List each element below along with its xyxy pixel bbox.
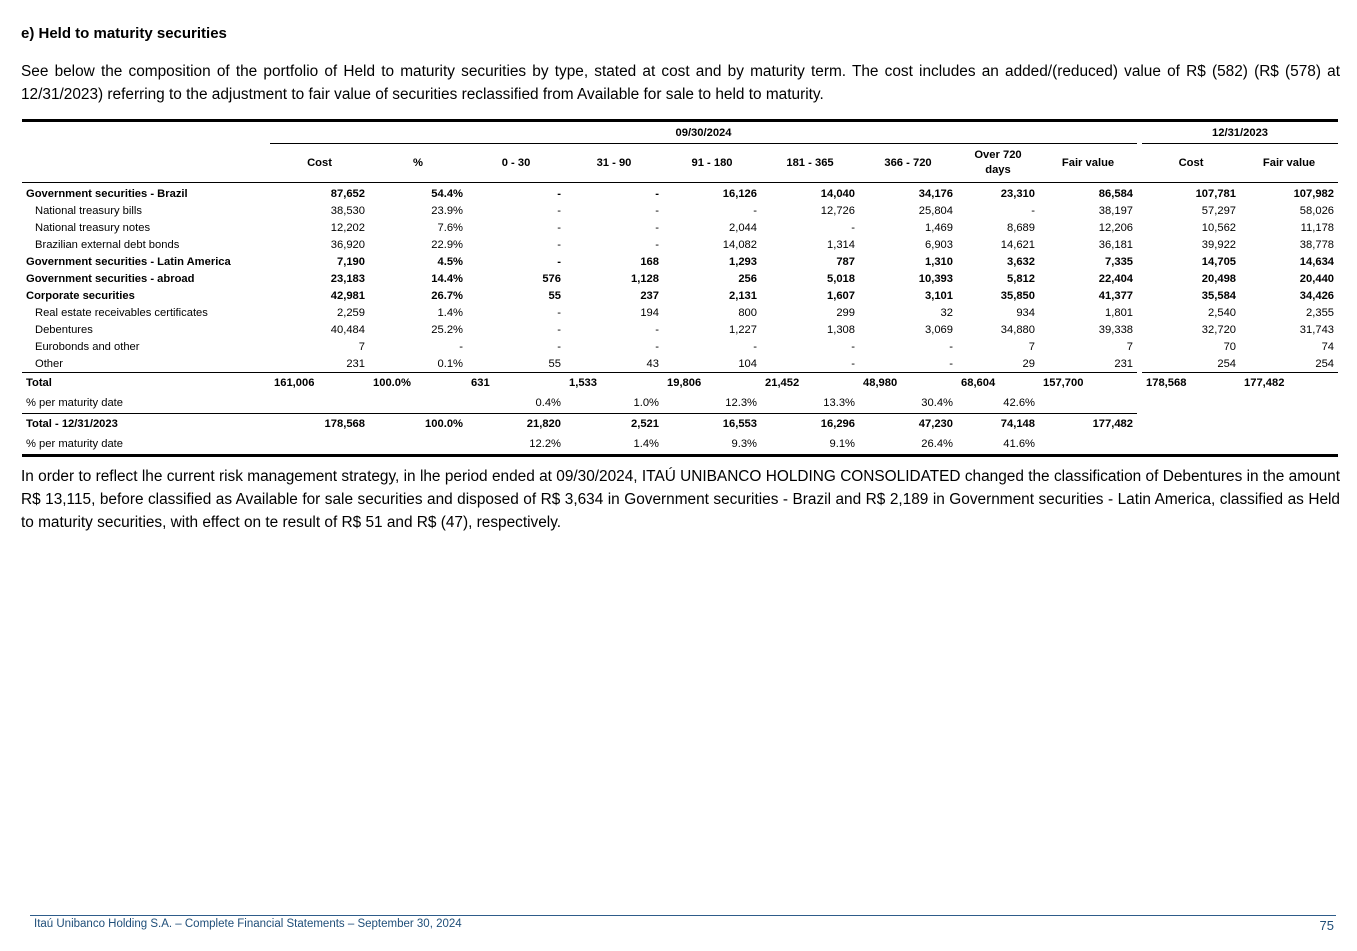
col-header-366-720: 366 - 720 xyxy=(859,144,957,183)
table-cell: - xyxy=(557,204,561,217)
table-cell: 5,812 xyxy=(1007,272,1035,285)
table-cell: 41,377 xyxy=(1098,289,1134,302)
pct-maturity-prior-cell: 12.2% xyxy=(529,437,561,450)
table-cell: 1,227 xyxy=(729,323,757,336)
total-label: Total xyxy=(22,373,270,393)
table-cell: 7,190 xyxy=(337,255,365,268)
table-cell: 36,181 xyxy=(1098,238,1134,251)
table-row xyxy=(22,304,1338,321)
held-to-maturity-table-container xyxy=(22,119,1336,457)
table-cell: 86,584 xyxy=(1098,187,1134,200)
table-cell: 5,018 xyxy=(827,272,855,285)
col-header-91-180: 91 - 180 xyxy=(663,144,761,183)
table-cell: 1,310 xyxy=(925,255,953,268)
table-cell: - xyxy=(949,340,953,353)
table-cell: 168 xyxy=(640,255,659,268)
table-cell: 237 xyxy=(640,289,659,302)
table-cell: 10,393 xyxy=(918,272,953,285)
table-cell: 12,206 xyxy=(1098,221,1134,234)
section-title: e) Held to maturity securities xyxy=(21,25,227,42)
column-header-row xyxy=(22,144,1338,183)
table-cell: 14,705 xyxy=(1201,255,1237,268)
col-header-181-365: 181 - 365 xyxy=(761,144,859,183)
total-prior-cell: 16,553 xyxy=(663,414,761,434)
table-cell: 23.9% xyxy=(431,204,463,217)
table-cell: - xyxy=(753,340,757,353)
table-row xyxy=(22,287,1338,304)
row-label: Corporate securities xyxy=(26,289,135,302)
table-cell: 3,101 xyxy=(925,289,953,302)
table-cell: 6,903 xyxy=(925,238,953,251)
total-cell: 161,006 xyxy=(270,373,369,393)
total-cell: 1,533 xyxy=(565,373,663,393)
period-prior-header: 12/31/2023 xyxy=(1142,121,1338,144)
col-header-prior-cost: Cost xyxy=(1142,144,1240,183)
table-cell: 31,743 xyxy=(1299,323,1335,336)
closing-paragraph: In order to reflect lhe current risk management strategy, in lhe period ended at 09/30/2024, ITAÚ UNIBANCO HOLDING CONSOLIDATED changed the classification of Debentures in the amount R$ 13,115, before classified as Available for sale securities and disposed of R$ 3,634 in Government securities - Brazil and R$ 2,189 in Government securities - Latin America, classified as Held to maturity securities, with effect on te result of R$ 51 and R$ (47), respectively. xyxy=(21,468,1340,531)
row-label: Other xyxy=(35,357,63,370)
row-label: Debentures xyxy=(35,323,93,336)
table-cell: 55 xyxy=(548,357,561,370)
table-cell: 26.7% xyxy=(431,289,463,302)
table-cell: 11,178 xyxy=(1300,221,1335,234)
table-cell: - xyxy=(557,323,561,336)
table-cell: 104 xyxy=(738,357,757,370)
table-cell: 1.4% xyxy=(437,306,463,319)
row-label: Brazilian external debt bonds xyxy=(35,238,180,251)
total-prior-label: Total - 12/31/2023 xyxy=(22,414,270,434)
table-cell: 1,469 xyxy=(925,221,953,234)
table-cell: - xyxy=(557,238,561,251)
table-cell: 8,689 xyxy=(1007,221,1035,234)
table-cell: 39,922 xyxy=(1201,238,1237,251)
table-cell: 2,540 xyxy=(1208,306,1237,319)
table-cell: 231 xyxy=(346,357,365,370)
table-cell: 32 xyxy=(940,306,953,319)
table-cell: 25,804 xyxy=(918,204,953,217)
table-cell: 57,297 xyxy=(1201,204,1237,217)
total-cell: 157,700 xyxy=(1039,373,1137,393)
total-prior-cell: 177,482 xyxy=(1039,414,1137,434)
row-label: National treasury bills xyxy=(35,204,142,217)
table-cell: 7 xyxy=(358,340,365,353)
table-cell: 25.2% xyxy=(431,323,463,336)
table-cell: 34,426 xyxy=(1299,289,1335,302)
table-cell: 32,720 xyxy=(1201,323,1237,336)
table-cell: 2,355 xyxy=(1306,306,1335,319)
table-cell: - xyxy=(557,255,561,268)
table-cell: 36,920 xyxy=(330,238,365,251)
total-prior-cell: 74,148 xyxy=(957,414,1039,434)
table-row xyxy=(22,219,1338,236)
held-to-maturity-table xyxy=(22,119,1338,457)
table-cell: 107,781 xyxy=(1195,187,1237,200)
table-cell: 55 xyxy=(548,289,561,302)
table-cell: 22,404 xyxy=(1098,272,1134,285)
pct-maturity-prior-cell: 26.4% xyxy=(921,437,953,450)
total-cell: 100.0% xyxy=(369,373,467,393)
total-prior-cell: 21,820 xyxy=(467,414,565,434)
pct-maturity-prior-label: % per maturity date xyxy=(26,437,124,450)
table-cell: - xyxy=(851,357,855,370)
table-cell: - xyxy=(753,204,757,217)
table-cell: 7.6% xyxy=(437,221,463,234)
pct-maturity-cell: 42.6% xyxy=(1003,396,1035,409)
col-header-prior-fair-value: Fair value xyxy=(1240,144,1338,183)
table-cell: 4.5% xyxy=(437,255,463,268)
table-cell: - xyxy=(655,204,659,217)
table-cell: - xyxy=(655,340,659,353)
table-cell: - xyxy=(557,306,561,319)
table-cell: 194 xyxy=(640,306,659,319)
table-row xyxy=(22,253,1338,270)
total-prior-cell: 2,521 xyxy=(565,414,663,434)
pct-maturity-prior-cell: 9.3% xyxy=(731,437,757,450)
table-cell: - xyxy=(949,357,953,370)
table-cell: 23,183 xyxy=(330,272,365,285)
table-cell: 14,634 xyxy=(1299,255,1335,268)
table-cell: 87,652 xyxy=(330,187,365,200)
pct-maturity-cell: 13.3% xyxy=(823,396,855,409)
table-cell: 2,044 xyxy=(729,221,757,234)
table-cell: 40,484 xyxy=(330,323,365,336)
table-cell: 39,338 xyxy=(1098,323,1134,336)
pct-maturity-cell: 12.3% xyxy=(725,396,757,409)
table-cell: 58,026 xyxy=(1299,204,1335,217)
table-cell: 23,310 xyxy=(1000,187,1035,200)
col-header-0-30: 0 - 30 xyxy=(467,144,565,183)
table-cell: 70 xyxy=(1223,340,1237,353)
pct-maturity-cell: 30.4% xyxy=(921,396,953,409)
table-cell: 254 xyxy=(1217,357,1237,370)
table-cell: 1,607 xyxy=(827,289,855,302)
table-row xyxy=(22,355,1338,373)
col-header-over-720: Over 720 days xyxy=(957,144,1039,183)
table-cell: 1,128 xyxy=(631,272,659,285)
total-prior-cell: 16,296 xyxy=(761,414,859,434)
pct-maturity-prior-cell: 1.4% xyxy=(633,437,659,450)
table-cell: 231 xyxy=(1114,357,1134,370)
table-cell: - xyxy=(655,221,659,234)
table-cell: - xyxy=(459,340,463,353)
table-cell: - xyxy=(655,187,659,200)
table-row xyxy=(22,183,1338,203)
col-header-31-90: 31 - 90 xyxy=(565,144,663,183)
table-cell: 3,069 xyxy=(925,323,953,336)
pct-maturity-prior-cell: 41.6% xyxy=(1003,437,1035,450)
total-prior-row xyxy=(22,414,1338,434)
table-cell: 38,778 xyxy=(1299,238,1335,251)
table-cell: 934 xyxy=(1016,306,1035,319)
table-row xyxy=(22,270,1338,287)
table-cell: 10,562 xyxy=(1201,221,1237,234)
table-cell: 787 xyxy=(836,255,855,268)
table-cell: - xyxy=(557,187,561,200)
table-cell: - xyxy=(557,340,561,353)
table-cell: 576 xyxy=(542,272,561,285)
table-cell: 7 xyxy=(1028,340,1035,353)
table-cell: 42,981 xyxy=(330,289,365,302)
table-cell: 38,197 xyxy=(1098,204,1134,217)
total-prior-cell: 178,568 xyxy=(270,414,369,434)
table-cell: 22.9% xyxy=(431,238,463,251)
row-label: Government securities - Brazil xyxy=(26,187,188,200)
table-cell: 38,530 xyxy=(330,204,365,217)
col-header-fair-value: Fair value xyxy=(1039,144,1137,183)
total-cell: 21,452 xyxy=(761,373,859,393)
table-cell: 34,880 xyxy=(1000,323,1035,336)
table-cell: 7,335 xyxy=(1105,255,1134,268)
total-cell: 19,806 xyxy=(663,373,761,393)
table-cell: 2,131 xyxy=(729,289,757,302)
table-cell: 29 xyxy=(1022,357,1035,370)
total-prior-cell: 47,230 xyxy=(859,414,957,434)
table-cell: 34,176 xyxy=(918,187,953,200)
table-cell: 54.4% xyxy=(431,187,463,200)
total-cell: 48,980 xyxy=(859,373,957,393)
table-cell: 12,726 xyxy=(820,204,855,217)
page-number: 75 xyxy=(1319,918,1334,933)
col-header-percent: % xyxy=(369,144,467,183)
table-cell: 16,126 xyxy=(722,187,757,200)
table-cell: 74 xyxy=(1321,340,1335,353)
table-row xyxy=(22,202,1338,219)
table-cell: 3,632 xyxy=(1007,255,1035,268)
table-cell: 107,982 xyxy=(1293,187,1335,200)
table-cell: 299 xyxy=(836,306,855,319)
table-cell: 14,621 xyxy=(1000,238,1035,251)
table-cell: 800 xyxy=(738,306,757,319)
table-cell: 14,040 xyxy=(820,187,855,200)
table-cell: - xyxy=(1031,204,1035,217)
pct-maturity-label: % per maturity date xyxy=(26,396,124,409)
table-cell: 254 xyxy=(1315,357,1335,370)
table-cell: - xyxy=(557,221,561,234)
table-cell: 20,498 xyxy=(1201,272,1237,285)
total-prior-cell: 100.0% xyxy=(369,414,467,434)
period-current-header: 09/30/2024 xyxy=(270,121,1137,144)
total-cell: 631 xyxy=(467,373,565,393)
table-cell: - xyxy=(655,238,659,251)
row-label: Government securities - abroad xyxy=(26,272,195,285)
table-cell: - xyxy=(655,323,659,336)
footer-divider xyxy=(30,915,1336,916)
table-cell: 1,801 xyxy=(1105,306,1134,319)
table-cell: 1,308 xyxy=(827,323,855,336)
pct-maturity-prior-row xyxy=(22,433,1338,456)
table-row xyxy=(22,236,1338,253)
total-row xyxy=(22,373,1338,393)
table-cell: 1,314 xyxy=(827,238,855,251)
col-header-cost: Cost xyxy=(270,144,369,183)
table-cell: 256 xyxy=(738,272,757,285)
total-cell: 177,482 xyxy=(1240,373,1338,393)
intro-paragraph: See below the composition of the portfolio of Held to maturity securities by type, stated at cost and by maturity term. The cost includes an added/(reduced) value of R$ (582) (R$ (578) at 12/31/2023) referring to the adjustment to fair value of securities reclassified from Available for sale to held to maturity. xyxy=(21,63,1340,103)
total-cell: 68,604 xyxy=(957,373,1039,393)
row-label: Government securities - Latin America xyxy=(26,255,231,268)
table-cell: - xyxy=(851,221,855,234)
table-body xyxy=(22,183,1338,456)
table-cell: 35,584 xyxy=(1201,289,1237,302)
table-row xyxy=(22,321,1338,338)
row-label: National treasury notes xyxy=(35,221,151,234)
row-label: Real estate receivables certificates xyxy=(35,306,208,319)
table-cell: 20,440 xyxy=(1299,272,1335,285)
table-cell: 14.4% xyxy=(431,272,463,285)
pct-maturity-cell: 0.4% xyxy=(535,396,561,409)
pct-maturity-prior-cell: 9.1% xyxy=(829,437,855,450)
table-cell: 7 xyxy=(1126,340,1134,353)
total-cell: 178,568 xyxy=(1142,373,1240,393)
row-label: Eurobonds and other xyxy=(35,340,140,353)
table-row xyxy=(22,338,1338,355)
table-cell: 12,202 xyxy=(330,221,365,234)
table-cell: 1,293 xyxy=(729,255,757,268)
pct-maturity-row xyxy=(22,392,1338,414)
table-cell: 2,259 xyxy=(337,306,365,319)
table-cell: - xyxy=(851,340,855,353)
table-cell: 0.1% xyxy=(437,357,463,370)
footer-text: Itaú Unibanco Holding S.A. – Complete Financial Statements – September 30, 2024 xyxy=(34,918,462,930)
table-cell: 35,850 xyxy=(1000,289,1035,302)
period-header-row xyxy=(22,121,1338,144)
table-cell: 43 xyxy=(646,357,659,370)
pct-maturity-cell: 1.0% xyxy=(633,396,659,409)
table-cell: 14,082 xyxy=(722,238,757,251)
